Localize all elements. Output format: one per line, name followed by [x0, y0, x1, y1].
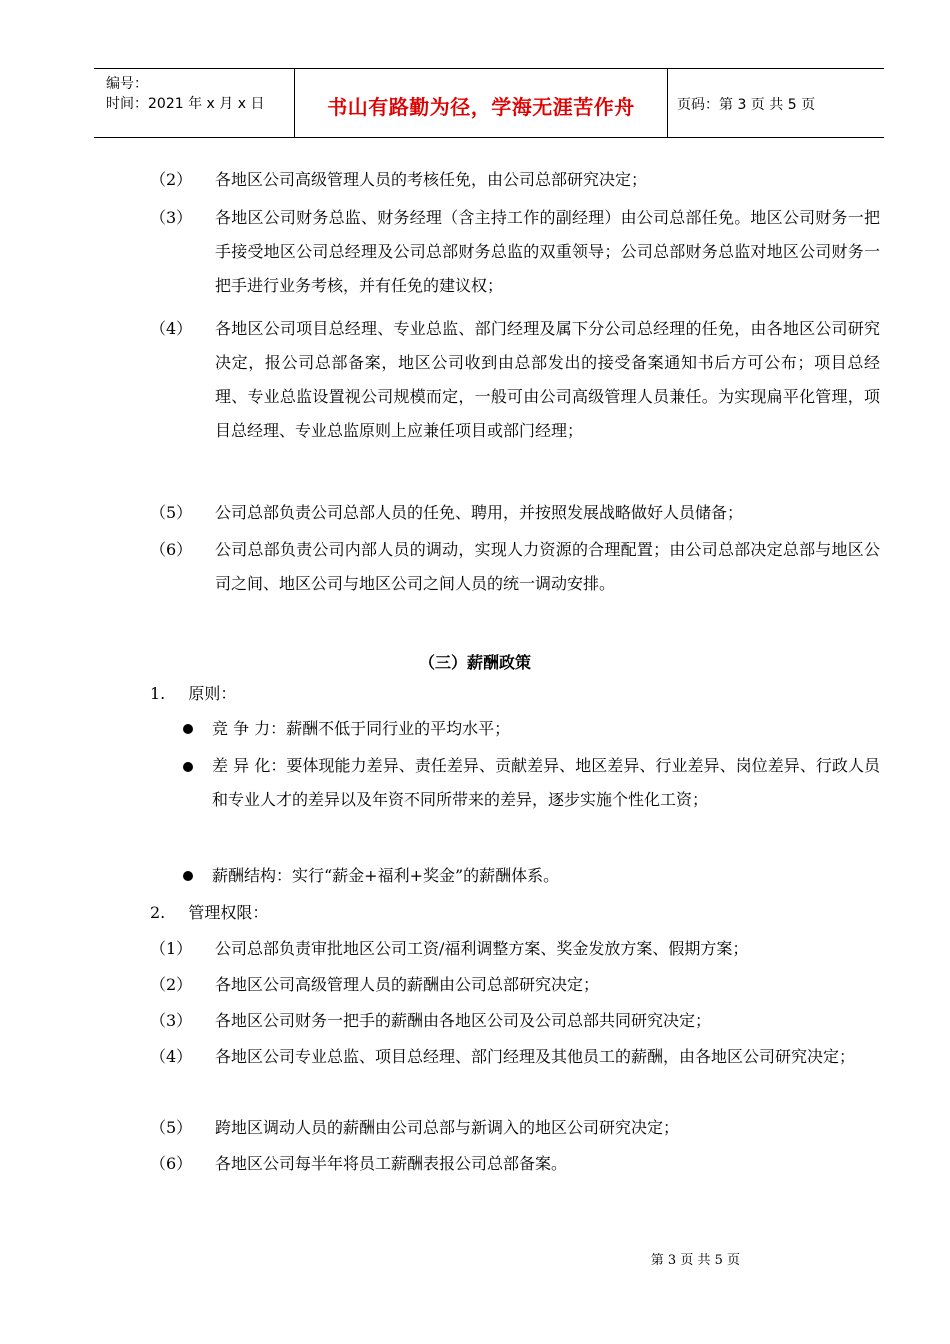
- bullet-text: 差 异 化：要体现能力差异、责任差异、贡献差异、地区差异、行业差异、岗位差异、行政人员和专业人才的差异以及年资不同所带来的差异，逐步实施个性化工资；: [212, 756, 880, 809]
- page-footer: [0, 1249, 950, 1268]
- item-text: 公司总部负责审批地区公司工资/福利调整方案、奖金发放方案、假期方案；: [215, 939, 749, 958]
- header-right-cell: [667, 69, 884, 137]
- bullet-text: 竞 争 力：薪酬不低于同行业的平均水平；: [212, 719, 511, 738]
- item-text: 各地区公司每半年将员工薪酬表报公司总部备案。: [215, 1154, 568, 1173]
- bullet-icon: [183, 762, 193, 772]
- header-motto-cell: [294, 69, 668, 137]
- heading-number: 1.: [150, 684, 166, 703]
- item-number: （6）: [150, 540, 193, 559]
- item-text: 公司总部负责公司内部人员的调动，实现人力资源的合理配置；由公司总部决定总部与地区公司之间、地区公司与地区公司之间人员的统一调动安排。: [215, 540, 880, 593]
- item-text: 各地区公司高级管理人员的薪酬由公司总部研究决定；: [215, 975, 600, 994]
- header-page-info: 页码：第 3 页 共 5 页: [677, 97, 816, 113]
- item-text: 跨地区调动人员的薪酬由公司总部与新调入的地区公司研究决定；: [215, 1118, 680, 1137]
- heading-label: 原则：: [188, 684, 237, 703]
- doc-code-label: 编号：: [106, 76, 148, 92]
- item-text: 各地区公司财务总监、财务经理（含主持工作的副经理）由公司总部任免。地区公司财务一把手接受地区公司总经理及公司总部财务总监的双重领导；公司总部财务总监对地区公司财务一把手进行业务考核，并有任免的建议权；: [215, 208, 880, 295]
- bullet-text: 薪酬结构：实行“薪金+福利+奖金”的薪酬体系。: [212, 866, 560, 885]
- principle-heading: [150, 677, 236, 711]
- section-title: （三）薪酬政策: [418, 653, 531, 672]
- item-number: （2）: [150, 975, 193, 994]
- heading-number: 2.: [150, 903, 166, 922]
- item-number: （4）: [150, 1047, 193, 1066]
- item-number: （3）: [150, 208, 193, 227]
- bullet-icon: [183, 871, 193, 881]
- footer-page-number: 第 3 页 共 5 页: [650, 1253, 740, 1268]
- doc-time-label: 时间：2021 年 x 月 x 日: [106, 96, 265, 112]
- item-text: 各地区公司专业总监、项目总经理、部门经理及其他员工的薪酬，由各地区公司研究决定；: [215, 1047, 856, 1066]
- item-number: （2）: [150, 170, 193, 189]
- item-number: （1）: [150, 939, 193, 958]
- page-header: [94, 68, 884, 138]
- item-number: （4）: [150, 319, 193, 338]
- item-text: 公司总部负责公司总部人员的任免、聘用，并按照发展战略做好人员储备；: [215, 503, 744, 522]
- authority-heading: [150, 896, 268, 930]
- item-number: （6）: [150, 1154, 193, 1173]
- heading-label: 管理权限：: [188, 903, 269, 922]
- header-motto: 书山有路勤为径，学海无涯苦作舟: [327, 95, 635, 119]
- item-text: 各地区公司高级管理人员的考核任免，由公司总部研究决定；: [215, 170, 648, 189]
- item-text: 各地区公司项目总经理、专业总监、部门经理及属下分公司总经理的任免，由各地区公司研究决定，报公司总部备案，地区公司收到由总部发出的接受备案通知书后方可公布；项目总经理、专业总监设置视公司规模而定，一般可由公司高级管理人员兼任。为实现扁平化管理，项目总经理、专业总监原则上应兼任项目或部门经理；: [215, 319, 880, 440]
- item-number: （5）: [150, 1118, 193, 1137]
- item-text: 各地区公司财务一把手的薪酬由各地区公司及公司总部共同研究决定；: [215, 1011, 712, 1030]
- item-number: （5）: [150, 503, 193, 522]
- header-left-cell: [94, 69, 294, 137]
- item-number: （3）: [150, 1011, 193, 1030]
- bullet-icon: [183, 724, 193, 734]
